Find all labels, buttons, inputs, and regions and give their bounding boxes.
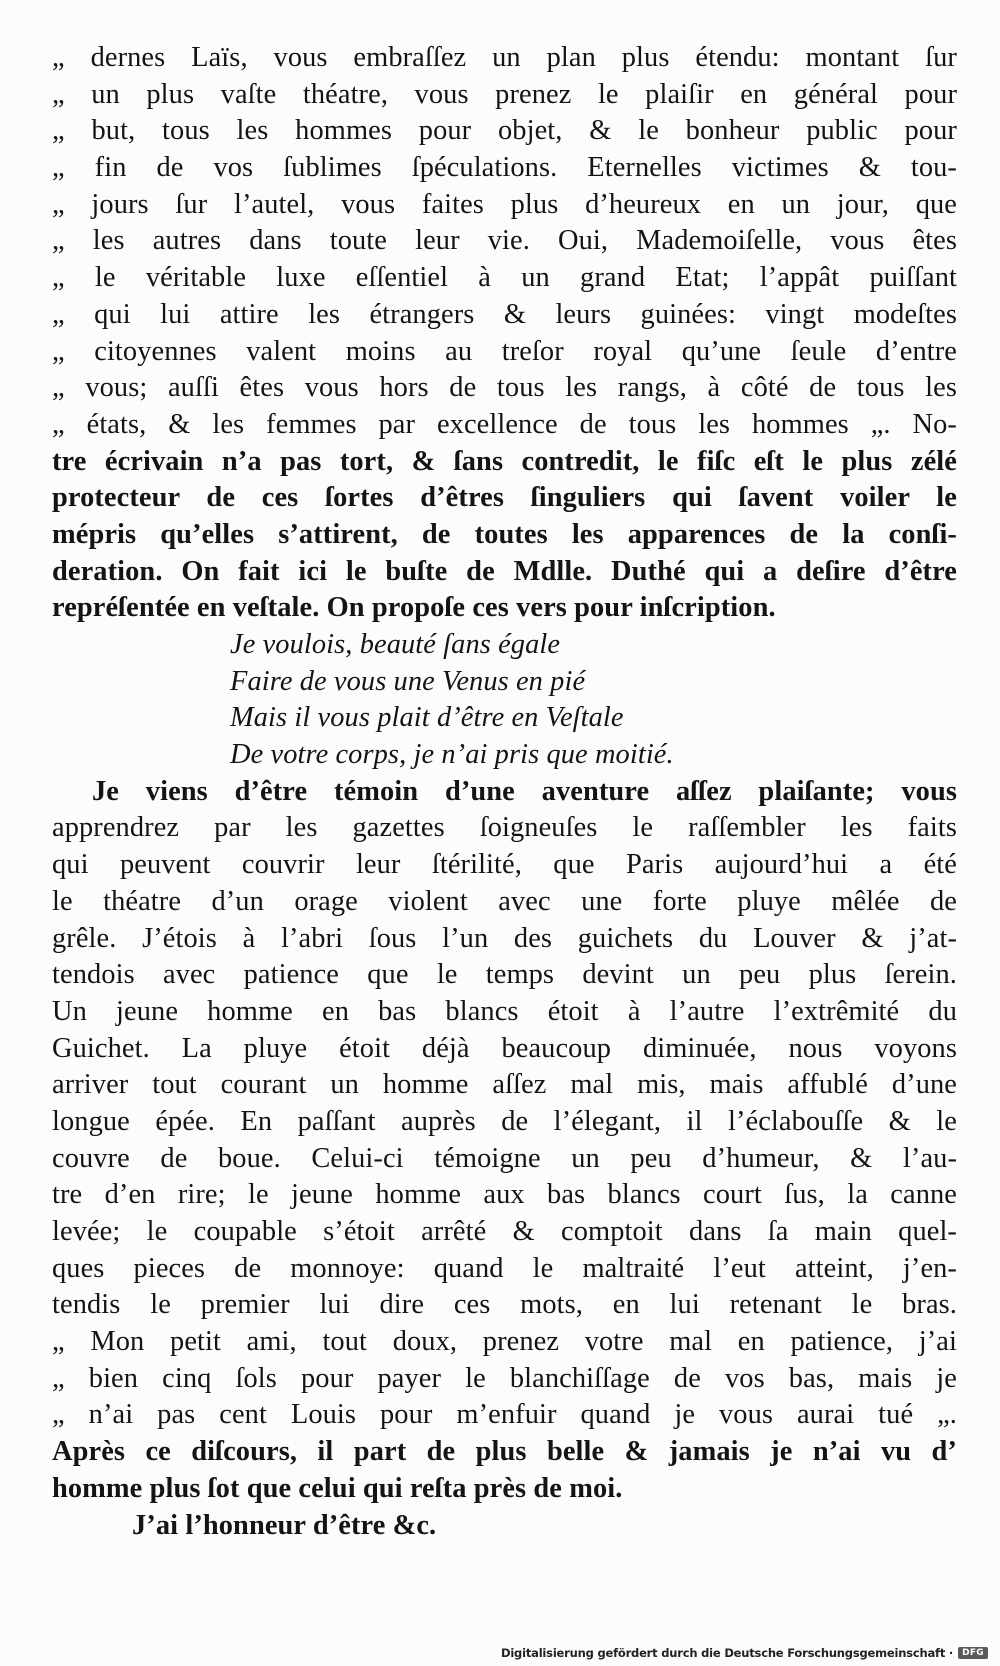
- text-line-35: tendis le premier lui dire ces mots, en lui retenant le bras.: [52, 1289, 957, 1321]
- text-line-2: „ un plus vaſte théatre, vous prenez le plaiſir en général pour: [52, 78, 957, 110]
- text-line-23: qui peuvent couvrir leur ſtérilité, que Paris aujourd’hui a été: [52, 849, 957, 881]
- text-line-9: „ citoyennes valent moins au treſor royal qu’une ſeule d’entre: [52, 335, 957, 367]
- page-text: [52, 40, 957, 1544]
- text-line-1: „ dernes Laïs, vous embraſſez un plan plus étendu: montant ſur: [52, 42, 957, 73]
- dfg-logo-icon: DFG: [958, 1647, 988, 1659]
- text-line-34: ques pieces de monnoye: quand le maltraité l’eut atteint, j’en-: [52, 1252, 957, 1284]
- text-line-14: mépris qu’elles s’attirent, de toutes les apparences de la conſi-: [52, 518, 957, 550]
- text-line-40: homme plus ſot que celui qui reſta près de moi.: [52, 1472, 623, 1504]
- verse-line-2: Faire de vous une Venus en pié: [230, 665, 586, 697]
- text-line-15: deration. On fait ici le buſte de Mdlle. Duthé qui a deſire d’être: [52, 555, 957, 587]
- text-line-5: „ jours ſur l’autel, vous faites plus d’heureux en un jour, que: [52, 188, 957, 220]
- text-line-7: „ le véritable luxe eſſentiel à un grand Etat; l’appât puiſſant: [52, 262, 957, 294]
- digitization-credit: [501, 1646, 988, 1660]
- text-line-11: „ états, & les femmes par excellence de tous les hommes „. No-: [52, 408, 957, 440]
- text-line-26: tendois avec patience que le temps devint un peu plus ſerein.: [52, 959, 957, 991]
- verse-line-1: Je voulois, beauté ſans égale: [230, 629, 561, 660]
- text-line-24: le théatre d’un orage violent avec une forte pluye mêlée de: [52, 885, 957, 917]
- verse-line-3: Mais il vous plait d’être en Veſtale: [230, 702, 624, 734]
- text-line-33: levée; le coupable s’étoit arrêté & comptoit dans ſa main quel-: [52, 1216, 957, 1247]
- text-line-10: „ vous; auſſi êtes vous hors de tous les rangs, à côté de tous les: [52, 372, 957, 404]
- text-line-16: repréſentée en veſtale. On propoſe ces vers pour inſcription.: [52, 592, 776, 624]
- credit-text: Digitalisierung gefördert durch die Deutsche Forschungsgemeinschaft ·: [500, 1646, 954, 1660]
- text-line-27: Un jeune homme en bas blancs étoit à l’autre l’extrêmité du: [52, 995, 957, 1027]
- text-line-29: arriver tout courant un homme aſſez mal mis, mais affublé d’une: [52, 1069, 957, 1101]
- text-line-8: „ qui lui attire les étrangers & leurs guinées: vingt modeſtes: [52, 298, 957, 330]
- text-line-39: Après ce diſcours, il part de plus belle & jamais je n’ai vu d’: [52, 1436, 957, 1468]
- verse-line-4: De votre corps, je n’ai pris que moitié.: [230, 739, 674, 771]
- text-line-36: „ Mon petit ami, tout doux, prenez votre mal en patience, j’ai: [52, 1326, 957, 1358]
- text-line-22: apprendrez par les gazettes ſoigneuſes le raſſembler les faits: [52, 812, 957, 844]
- text-line-4: „ fin de vos ſublimes ſpéculations. Eternelles victimes & tou-: [52, 152, 957, 184]
- text-line-37: „ bien cinq ſols pour payer le blanchiſſage de vos bas, mais je: [52, 1362, 957, 1394]
- text-line-12: tre écrivain n’a pas tort, & ſans contredit, le fiſc eſt le plus zélé: [52, 445, 957, 477]
- text-line-32: tre d’en rire; le jeune homme aux bas blancs court ſus, la canne: [52, 1179, 957, 1211]
- text-line-3: „ but, tous les hommes pour objet, & le bonheur public pour: [52, 115, 957, 147]
- text-line-6: „ les autres dans toute leur vie. Oui, Mademoiſelle, vous êtes: [52, 225, 957, 257]
- text-line-31: couvre de boue. Celui-ci témoigne un peu d’humeur, & l’au-: [52, 1142, 957, 1174]
- closing-line: J’ai l’honneur d’être &c.: [132, 1509, 437, 1541]
- text-line-21: Je viens d’être témoin d’une aventure aſſez plaiſante; vous: [92, 775, 957, 807]
- text-line-28: Guichet. La pluye étoit déjà beaucoup diminuée, nous voyons: [52, 1032, 957, 1064]
- text-line-38: „ n’ai pas cent Louis pour m’enfuir quand je vous aurai tué „.: [52, 1399, 957, 1431]
- text-line-30: longue épée. En paſſant auprès de l’élegant, il l’éclabouſſe & le: [52, 1105, 957, 1137]
- text-line-13: protecteur de ces ſortes d’êtres ſinguliers qui ſavent voiler le: [52, 482, 957, 514]
- text-line-25: grêle. J’étois à l’abri ſous l’un des guichets du Louver & j’at-: [52, 922, 957, 954]
